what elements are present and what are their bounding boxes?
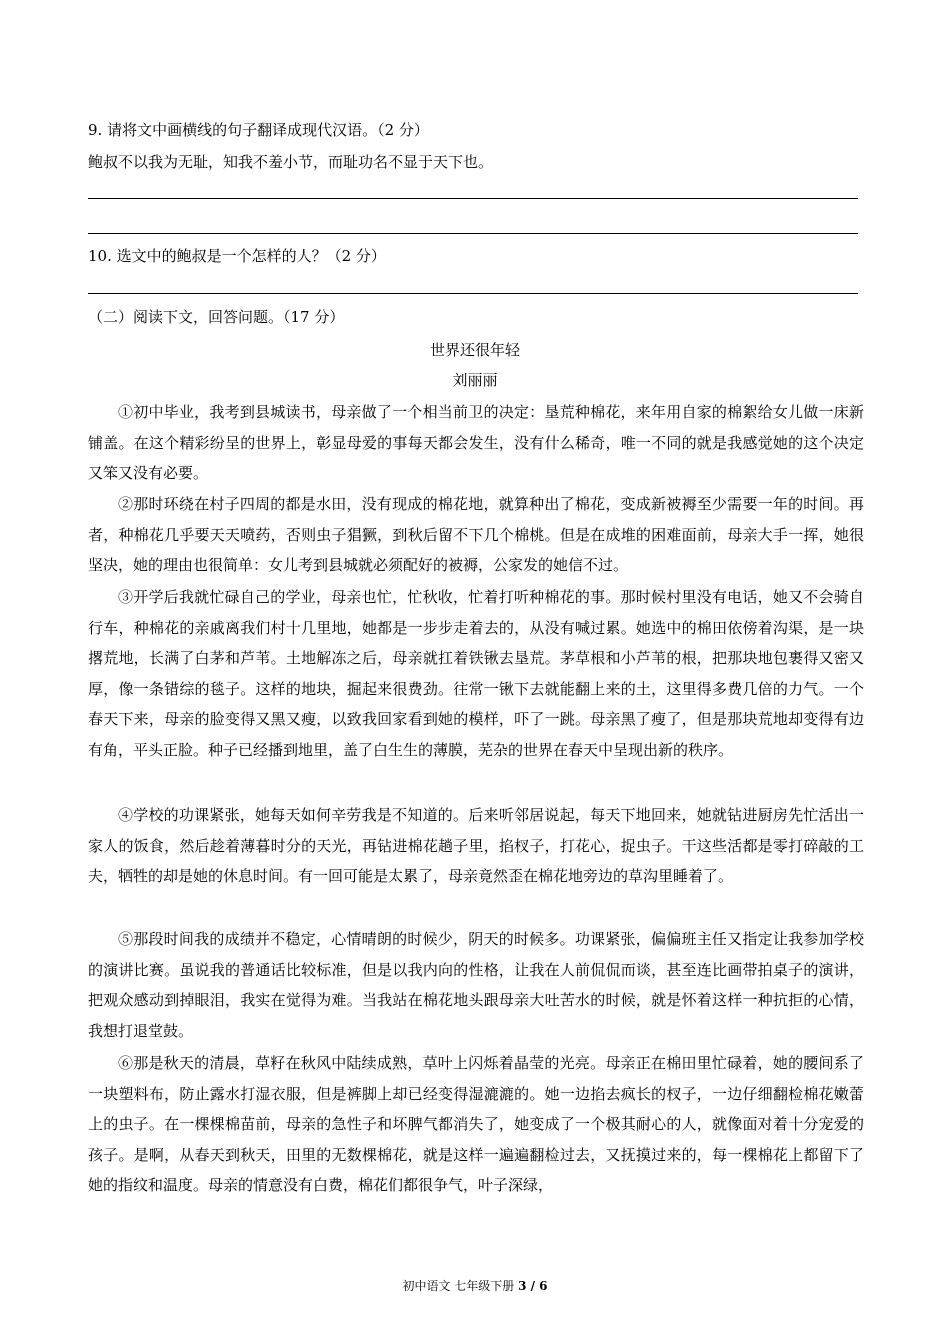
answer-line[interactable]: [88, 233, 858, 234]
answer-line[interactable]: [88, 198, 858, 199]
article-paragraph: ②那时环绕在村子四周的都是水田，没有现成的棉花地，就算种出了棉花，变成新被褥至少需要一年的时间。再者，种棉花几乎要天天喷药，否则虫子猖獗，到秋后留不下几个棉桃。但是在成堆的困难面前，母亲大手一挥，她很坚决，她的理由也很简单：女儿考到县城就必须配好的被褥，公家发的她信不过。: [88, 495, 864, 574]
article-paragraph: ⑥那是秋天的清晨，草籽在秋风中陆续成熟，草叶上闪烁着晶莹的光亮。母亲正在棉田里忙碌着，她的腰间系了一块塑料布，防止露水打湿衣服，但是裤脚上却已经变得湿漉漉的。她一边掐去疯长的杈子，一边仔细翻检棉花嫩蕾上的虫子。在一棵棵棉苗前，母亲的急性子和坏脾气都消失了，她变成了一个极其耐心的人，就像面对着十分宠爱的孩子。是啊，从春天到秋天，田里的无数棵棉花，就是这样一遍遍翻检过去，又抚摸过来的，每一棵棉花上都留下了她的指纹和温度。母亲的情意没有白费，棉花们都很争气，叶子深绿，: [88, 1054, 864, 1194]
article-title: 世界还很年轻: [429, 341, 520, 359]
section-2-heading: （二）阅读下文，回答问题。（17 分）: [88, 308, 345, 326]
answer-line[interactable]: [88, 293, 858, 294]
article-paragraph: ①初中毕业，我考到县城读书，母亲做了一个相当前卫的决定：垦荒种棉花，来年用自家的棉絮给女儿做一床新铺盖。在这个精彩纷呈的世界上，彰显母爱的事每天都会发生，没有什么稀奇，唯一不同的就是我感觉她的这个决定又笨又没有必要。: [88, 403, 864, 482]
footer-subject: 初中语文 七年级下册: [402, 1279, 519, 1293]
footer-page-number: 3 / 6: [518, 1279, 548, 1293]
article-paragraph: ⑤那段时间我的成绩并不稳定，心情晴朗的时候少，阴天的时候多。功课紧张，偏偏班主任又指定让我参加学校的演讲比赛。虽说我的普通话比较标准，但是以我内向的性格，让我在人前侃侃而谈，甚至连比画带拍桌子的演讲，把观众感动到掉眼泪，我实在觉得为难。当我站在棉花地头跟母亲大吐苦水的时候，就是怀着这样一种抗拒的心情，我想打退堂鼓。: [88, 930, 864, 1040]
page-footer: [0, 1277, 950, 1294]
article-author: 刘丽丽: [452, 371, 498, 389]
article-paragraph: ③开学后我就忙碌自己的学业，母亲也忙，忙秋收，忙着打听种棉花的事。那时候村里没有电话，她又不会骑自行车，种棉花的亲戚离我们村十几里地，她都是一步步走着去的，从没有喊过累。她选中的棉田依傍着沟渠，是一块撂荒地，长满了白茅和芦苇。土地解冻之后，母亲就扛着铁锹去垦荒。茅草根和小芦苇的根，把那块地包裹得又密又厚，像一条错综的毯子。这样的地块，掘起来很费劲。往常一锹下去就能翻上来的土，这里得多费几倍的力气。一个春天下来，母亲的脸变得又黑又瘦，以致我回家看到她的模样，吓了一跳。母亲黑了瘦了，但是那块荒地却变得有边有角，平头正脸。种子已经播到地里，盖了白生生的薄膜，芜杂的世界在春天中呈现出新的秩序。: [88, 588, 864, 759]
question-10-prompt: 10. 选文中的鲍叔是一个怎样的人？（2 分）: [88, 247, 386, 265]
question-9-prompt: 9. 请将文中画横线的句子翻译成现代汉语。（2 分）: [88, 121, 429, 139]
article-paragraph: ④学校的功课紧张，她每天如何辛劳我是不知道的。后来听邻居说起，每天下地回来，她就钻进厨房先忙活出一家人的饭食，然后趁着薄暮时分的天光，再钻进棉花趟子里，掐杈子，打花心，捉虫子。干这些活都是零打碎敲的工夫，牺牲的却是她的休息时间。有一回可能是太累了，母亲竟然歪在棉花地旁边的草沟里睡着了。: [88, 806, 864, 885]
question-9-sentence: 鲍叔不以我为无耻，知我不羞小节，而耻功名不显于天下也。: [88, 153, 494, 171]
